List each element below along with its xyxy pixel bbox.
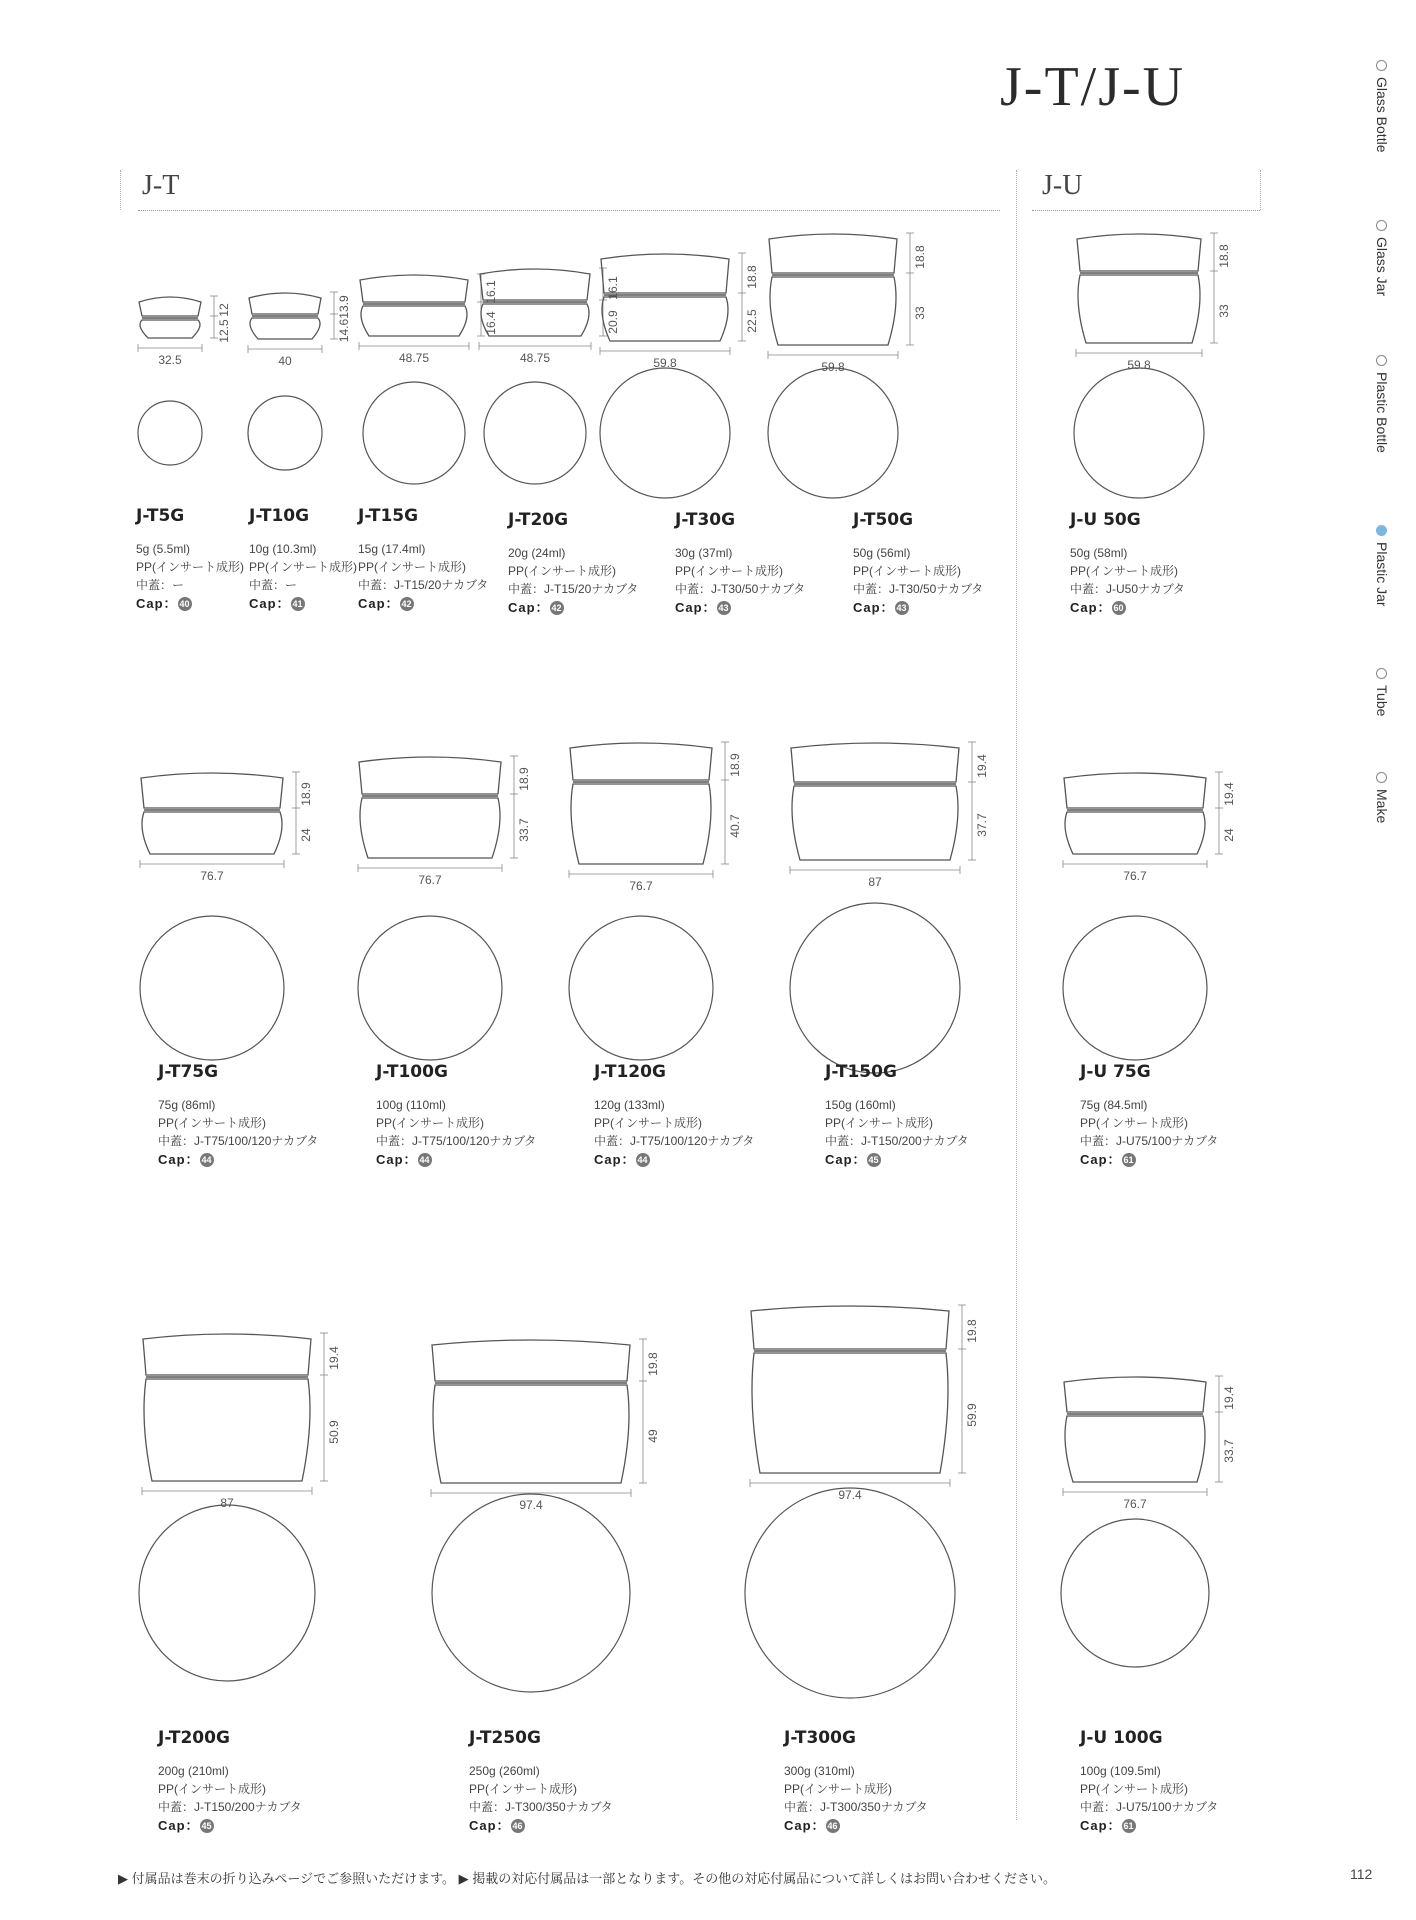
body-height-label: 49 (646, 1429, 660, 1443)
sidebar-category[interactable] (1374, 668, 1390, 716)
body-height-label: 33 (913, 306, 927, 320)
cap-ref (469, 1816, 613, 1836)
width-label: 32.5 (158, 353, 182, 367)
jar-body (792, 786, 958, 860)
body-height-label: 20.9 (606, 310, 620, 334)
cap-height-label: 19.4 (327, 1346, 341, 1370)
jar-body (1078, 275, 1200, 343)
top-view-circle (140, 916, 284, 1060)
product-code: J-T30G (675, 510, 736, 530)
jar-cap (769, 234, 897, 273)
category-dot-icon (1377, 668, 1388, 679)
product-info (1080, 1062, 1218, 1170)
width-label: 97.4 (838, 1488, 862, 1502)
jar-cap (791, 743, 959, 782)
cap-height-label: 18.8 (1217, 244, 1231, 268)
product-code: J-U 50G (1070, 510, 1141, 530)
width-label: 87 (868, 875, 882, 889)
product-info (1070, 510, 1185, 618)
product-info (136, 506, 244, 614)
top-view-circle (138, 401, 202, 465)
capacity: 75g (84.5ml) (1080, 1098, 1148, 1112)
width-label: 48.75 (519, 351, 551, 365)
inner-lid: 中蓋：ー (136, 578, 185, 592)
material: PP(インサート成形) (1070, 564, 1179, 578)
cap-label: Cap： (1080, 1152, 1122, 1167)
cap-number-badge: 43 (718, 603, 729, 613)
material: PP(インサート成形) (249, 560, 358, 574)
top-view-circle (484, 382, 586, 484)
width-label: 76.7 (418, 873, 442, 887)
top-view-circle (432, 1494, 630, 1692)
cap-ref (249, 594, 357, 614)
material: PP(インサート成形) (376, 1116, 485, 1130)
width-label: 76.7 (200, 869, 224, 883)
top-view-circle (768, 368, 898, 498)
top-view-circle (745, 1488, 955, 1698)
jar-body (602, 297, 728, 341)
jar-cap (570, 743, 712, 780)
cap-ref (158, 1150, 318, 1170)
cap-ref (376, 1150, 536, 1170)
product-info (1080, 1728, 1218, 1836)
footer-note: ▶ 付属品は巻末の折り込みページでご参照いただけます。 ▶ 掲載の対応付属品は一部となります。その他の対応付属品について詳しくはお問い合わせください。 (118, 1871, 1056, 1886)
cap-number-badge: 61 (1123, 1821, 1134, 1831)
category-label: Plastic Jar (1374, 542, 1390, 607)
capacity: 120g (133ml) (594, 1098, 665, 1112)
cap-number-badge: 41 (292, 599, 303, 609)
top-view-circle (358, 916, 502, 1060)
product-code: J-T200G (158, 1728, 230, 1748)
capacity: 50g (56ml) (853, 546, 911, 560)
inner-lid: 中蓋：J-T15/20ナカブタ (358, 578, 489, 592)
cap-number-badge: 60 (1113, 603, 1124, 613)
top-view-circle (569, 916, 713, 1060)
inner-lid: 中蓋：J-T30/50ナカブタ (675, 582, 806, 596)
product-code: J-T120G (594, 1062, 666, 1082)
cap-number-badge: 44 (637, 1155, 648, 1165)
category-label: Glass Jar (1374, 237, 1390, 297)
capacity: 300g (310ml) (784, 1764, 855, 1778)
inner-lid: 中蓋：J-T30/50ナカブタ (853, 582, 984, 596)
material: PP(インサート成形) (158, 1116, 267, 1130)
capacity: 100g (110ml) (376, 1098, 446, 1112)
cap-label: Cap： (158, 1152, 200, 1167)
material: PP(インサート成形) (358, 560, 467, 574)
category-label: Tube (1374, 685, 1390, 717)
product-code: J-T300G (784, 1728, 856, 1748)
category-dot-icon (1377, 355, 1388, 366)
jar-body (1065, 812, 1205, 854)
jar-cap (1064, 1377, 1206, 1412)
body-height-label: 50.9 (327, 1420, 341, 1444)
top-view-circle (1074, 368, 1204, 498)
cap-ref (675, 598, 805, 618)
capacity: 150g (160ml) (825, 1098, 896, 1112)
cap-ref (784, 1816, 928, 1836)
top-view-circle (139, 1505, 315, 1681)
jar-cap (141, 773, 283, 808)
product-info (358, 506, 488, 614)
cap-ref (853, 598, 983, 618)
cap-height-label: 18.8 (745, 265, 759, 289)
width-label: 59.8 (821, 360, 845, 374)
width-label: 40 (278, 354, 292, 368)
jar-body (571, 784, 711, 864)
jar-cap (601, 254, 729, 293)
sidebar-category[interactable] (1374, 525, 1390, 607)
inner-lid: 中蓋：J-T300/350ナカブタ (469, 1800, 613, 1814)
cap-label: Cap： (249, 596, 291, 611)
body-height-label: 24 (1222, 828, 1236, 842)
cap-label: Cap： (784, 1818, 826, 1833)
body-height-label: 59.9 (965, 1403, 979, 1427)
jar-body (250, 318, 320, 339)
top-view-circle (1061, 1519, 1209, 1667)
cap-number-badge: 43 (896, 603, 907, 613)
material: PP(インサート成形) (853, 564, 962, 578)
top-view-circle (363, 382, 465, 484)
cap-label: Cap： (825, 1152, 867, 1167)
product-code: J-T15G (358, 506, 419, 526)
capacity: 250g (260ml) (469, 1764, 540, 1778)
cap-ref (158, 1816, 302, 1836)
inner-lid: 中蓋：J-T75/100/120ナカブタ (158, 1134, 319, 1148)
inner-lid: 中蓋：ー (249, 578, 298, 592)
width-label: 59.8 (653, 356, 677, 370)
top-view-circle (248, 396, 322, 470)
jar-cap (249, 293, 321, 314)
page-title: J-T/J-U (1000, 56, 1186, 118)
top-view-circle (600, 368, 730, 498)
category-label: Make (1374, 789, 1390, 824)
jar-cap (359, 757, 501, 794)
body-height-label: 24 (299, 828, 313, 842)
cap-height-label: 18.9 (299, 782, 313, 806)
material: PP(インサート成形) (136, 560, 245, 574)
cap-number-badge: 40 (179, 599, 190, 609)
jar-body (752, 1353, 948, 1473)
product-info (158, 1062, 318, 1170)
product-code: J-T5G (136, 506, 185, 526)
cap-label: Cap： (853, 600, 895, 615)
product-code: J-U 100G (1080, 1728, 1163, 1748)
inner-lid: 中蓋：J-T150/200ナカブタ (158, 1800, 302, 1814)
cap-number-badge: 45 (868, 1155, 879, 1165)
jar-body (144, 1379, 310, 1481)
inner-lid: 中蓋：J-U75/100ナカブタ (1080, 1800, 1219, 1814)
jar-cap (1064, 773, 1206, 808)
material: PP(インサート成形) (1080, 1116, 1189, 1130)
product-code: J-T75G (158, 1062, 219, 1082)
product-info (158, 1728, 302, 1836)
material: PP(インサート成形) (675, 564, 784, 578)
capacity: 50g (58ml) (1070, 546, 1128, 560)
page-number: 112 (1350, 1866, 1373, 1882)
cap-height-label: 18.8 (913, 245, 927, 269)
cap-ref (1070, 598, 1185, 618)
width-label: 48.75 (398, 351, 430, 365)
body-height-label: 22.5 (745, 309, 759, 333)
product-info (784, 1728, 928, 1836)
cap-height-label: 12 (217, 303, 231, 317)
product-code: J-T250G (469, 1728, 541, 1748)
width-label: 76.7 (1123, 1497, 1147, 1511)
jar-body (433, 1385, 629, 1483)
product-code: J-U 75G (1080, 1062, 1151, 1082)
product-info (825, 1062, 969, 1170)
product-info (469, 1728, 613, 1836)
sidebar-category[interactable] (1374, 220, 1390, 296)
capacity: 200g (210ml) (158, 1764, 229, 1778)
jar-body (360, 798, 500, 858)
jar-cap (1077, 234, 1201, 271)
body-height-label: 14.6 (337, 318, 351, 343)
cap-number-badge: 44 (201, 1155, 212, 1165)
inner-lid: 中蓋：J-U50ナカブタ (1070, 582, 1185, 596)
body-height-label: 40.7 (728, 814, 742, 838)
cap-number-badge: 61 (1123, 1155, 1134, 1165)
product-info (376, 1062, 536, 1170)
material: PP(インサート成形) (594, 1116, 703, 1130)
jar-body (770, 277, 896, 345)
body-height-label: 37.7 (975, 813, 989, 837)
inner-lid: 中蓋：J-T75/100/120ナカブタ (376, 1134, 537, 1148)
body-height-label: 33.7 (1222, 1439, 1236, 1463)
sidebar-category[interactable] (1374, 772, 1390, 823)
cap-height-label: 19.8 (965, 1319, 979, 1343)
cap-height-label: 13.9 (337, 295, 351, 319)
cap-number-badge: 46 (512, 1821, 523, 1831)
cap-ref (508, 598, 638, 618)
jar-body (361, 306, 467, 336)
width-label: 87 (220, 1496, 234, 1510)
cap-number-badge: 44 (419, 1155, 430, 1165)
cap-height-label: 19.4 (975, 754, 989, 778)
capacity: 15g (17.4ml) (358, 542, 426, 556)
jar-cap (751, 1306, 949, 1349)
cap-height-label: 19.8 (646, 1352, 660, 1376)
product-code: J-T10G (249, 506, 310, 526)
cap-height-label: 16.1 (606, 276, 620, 300)
capacity: 30g (37ml) (675, 546, 733, 560)
material: PP(インサート成形) (1080, 1782, 1189, 1796)
category-label: Glass Bottle (1374, 77, 1390, 153)
cap-label: Cap： (1070, 600, 1112, 615)
product-code: J-T100G (376, 1062, 448, 1082)
inner-lid: 中蓋：J-T150/200ナカブタ (825, 1134, 969, 1148)
width-label: 97.4 (519, 1498, 543, 1512)
cap-ref (1080, 1150, 1218, 1170)
sidebar-category[interactable] (1374, 60, 1390, 152)
width-label: 59.8 (1127, 358, 1151, 372)
cap-ref (594, 1150, 754, 1170)
product-info (853, 510, 983, 618)
product-code: J-T150G (825, 1062, 897, 1082)
category-dot-icon (1377, 772, 1388, 783)
jar-cap (143, 1334, 311, 1375)
cap-label: Cap： (158, 1818, 200, 1833)
cap-label: Cap： (376, 1152, 418, 1167)
cap-ref (825, 1150, 969, 1170)
jar-body (142, 812, 282, 854)
cap-number-badge: 42 (551, 603, 562, 613)
cap-ref (358, 594, 488, 614)
category-label: Plastic Bottle (1374, 372, 1390, 453)
cap-ref (136, 594, 244, 614)
cap-label: Cap： (675, 600, 717, 615)
inner-lid: 中蓋：J-T75/100/120ナカブタ (594, 1134, 755, 1148)
inner-lid: 中蓋：J-T300/350ナカブタ (784, 1800, 928, 1814)
capacity: 10g (10.3ml) (249, 542, 317, 556)
product-code: J-T20G (508, 510, 569, 530)
top-view-circle (790, 903, 960, 1073)
capacity: 75g (86ml) (158, 1098, 216, 1112)
jar-body (1065, 1416, 1205, 1482)
cap-number-badge: 46 (827, 1821, 838, 1831)
product-info (594, 1062, 754, 1170)
category-dot-icon (1377, 60, 1388, 71)
material: PP(インサート成形) (158, 1782, 267, 1796)
material: PP(インサート成形) (784, 1782, 893, 1796)
product-info (249, 506, 357, 614)
product-info (508, 510, 638, 618)
jar-cap (432, 1340, 630, 1381)
cap-height-label: 19.4 (1222, 1386, 1236, 1410)
width-label: 76.7 (1123, 869, 1147, 883)
capacity: 5g (5.5ml) (136, 542, 191, 556)
material: PP(インサート成形) (508, 564, 617, 578)
category-sidebar (1366, 60, 1416, 860)
capacity: 20g (24ml) (508, 546, 566, 560)
cap-number-badge: 42 (401, 599, 412, 609)
sidebar-category[interactable] (1374, 355, 1390, 453)
cap-label: Cap： (136, 596, 178, 611)
jar-cap (360, 275, 468, 302)
body-height-label: 12.5 (217, 319, 231, 343)
jar-cap (139, 297, 201, 316)
cap-number-badge: 45 (201, 1821, 212, 1831)
cap-height-label: 16.1 (484, 280, 498, 304)
category-dot-icon (1377, 220, 1388, 231)
cap-label: Cap： (508, 600, 550, 615)
jar-body (140, 320, 200, 338)
cap-height-label: 19.4 (1222, 782, 1236, 806)
cap-label: Cap： (1080, 1818, 1122, 1833)
cap-height-label: 18.9 (728, 753, 742, 777)
material: PP(インサート成形) (825, 1116, 934, 1130)
category-dot-icon (1377, 525, 1388, 536)
body-height-label: 16.4 (484, 311, 498, 335)
product-code: J-T50G (853, 510, 914, 530)
cap-label: Cap： (358, 596, 400, 611)
inner-lid: 中蓋：J-U75/100ナカブタ (1080, 1134, 1219, 1148)
capacity: 100g (109.5ml) (1080, 1764, 1161, 1778)
product-info (675, 510, 805, 618)
cap-label: Cap： (469, 1818, 511, 1833)
body-height-label: 33.7 (517, 818, 531, 842)
cap-label: Cap： (594, 1152, 636, 1167)
top-view-circle (1063, 916, 1207, 1060)
section-heading-ju: J-U (1042, 170, 1083, 201)
width-label: 76.7 (629, 879, 653, 893)
body-height-label: 33 (1217, 304, 1231, 318)
cap-height-label: 18.9 (517, 767, 531, 791)
inner-lid: 中蓋：J-T15/20ナカブタ (508, 582, 639, 596)
material: PP(インサート成形) (469, 1782, 578, 1796)
section-heading-jt: J-T (142, 170, 180, 201)
cap-ref (1080, 1816, 1218, 1836)
